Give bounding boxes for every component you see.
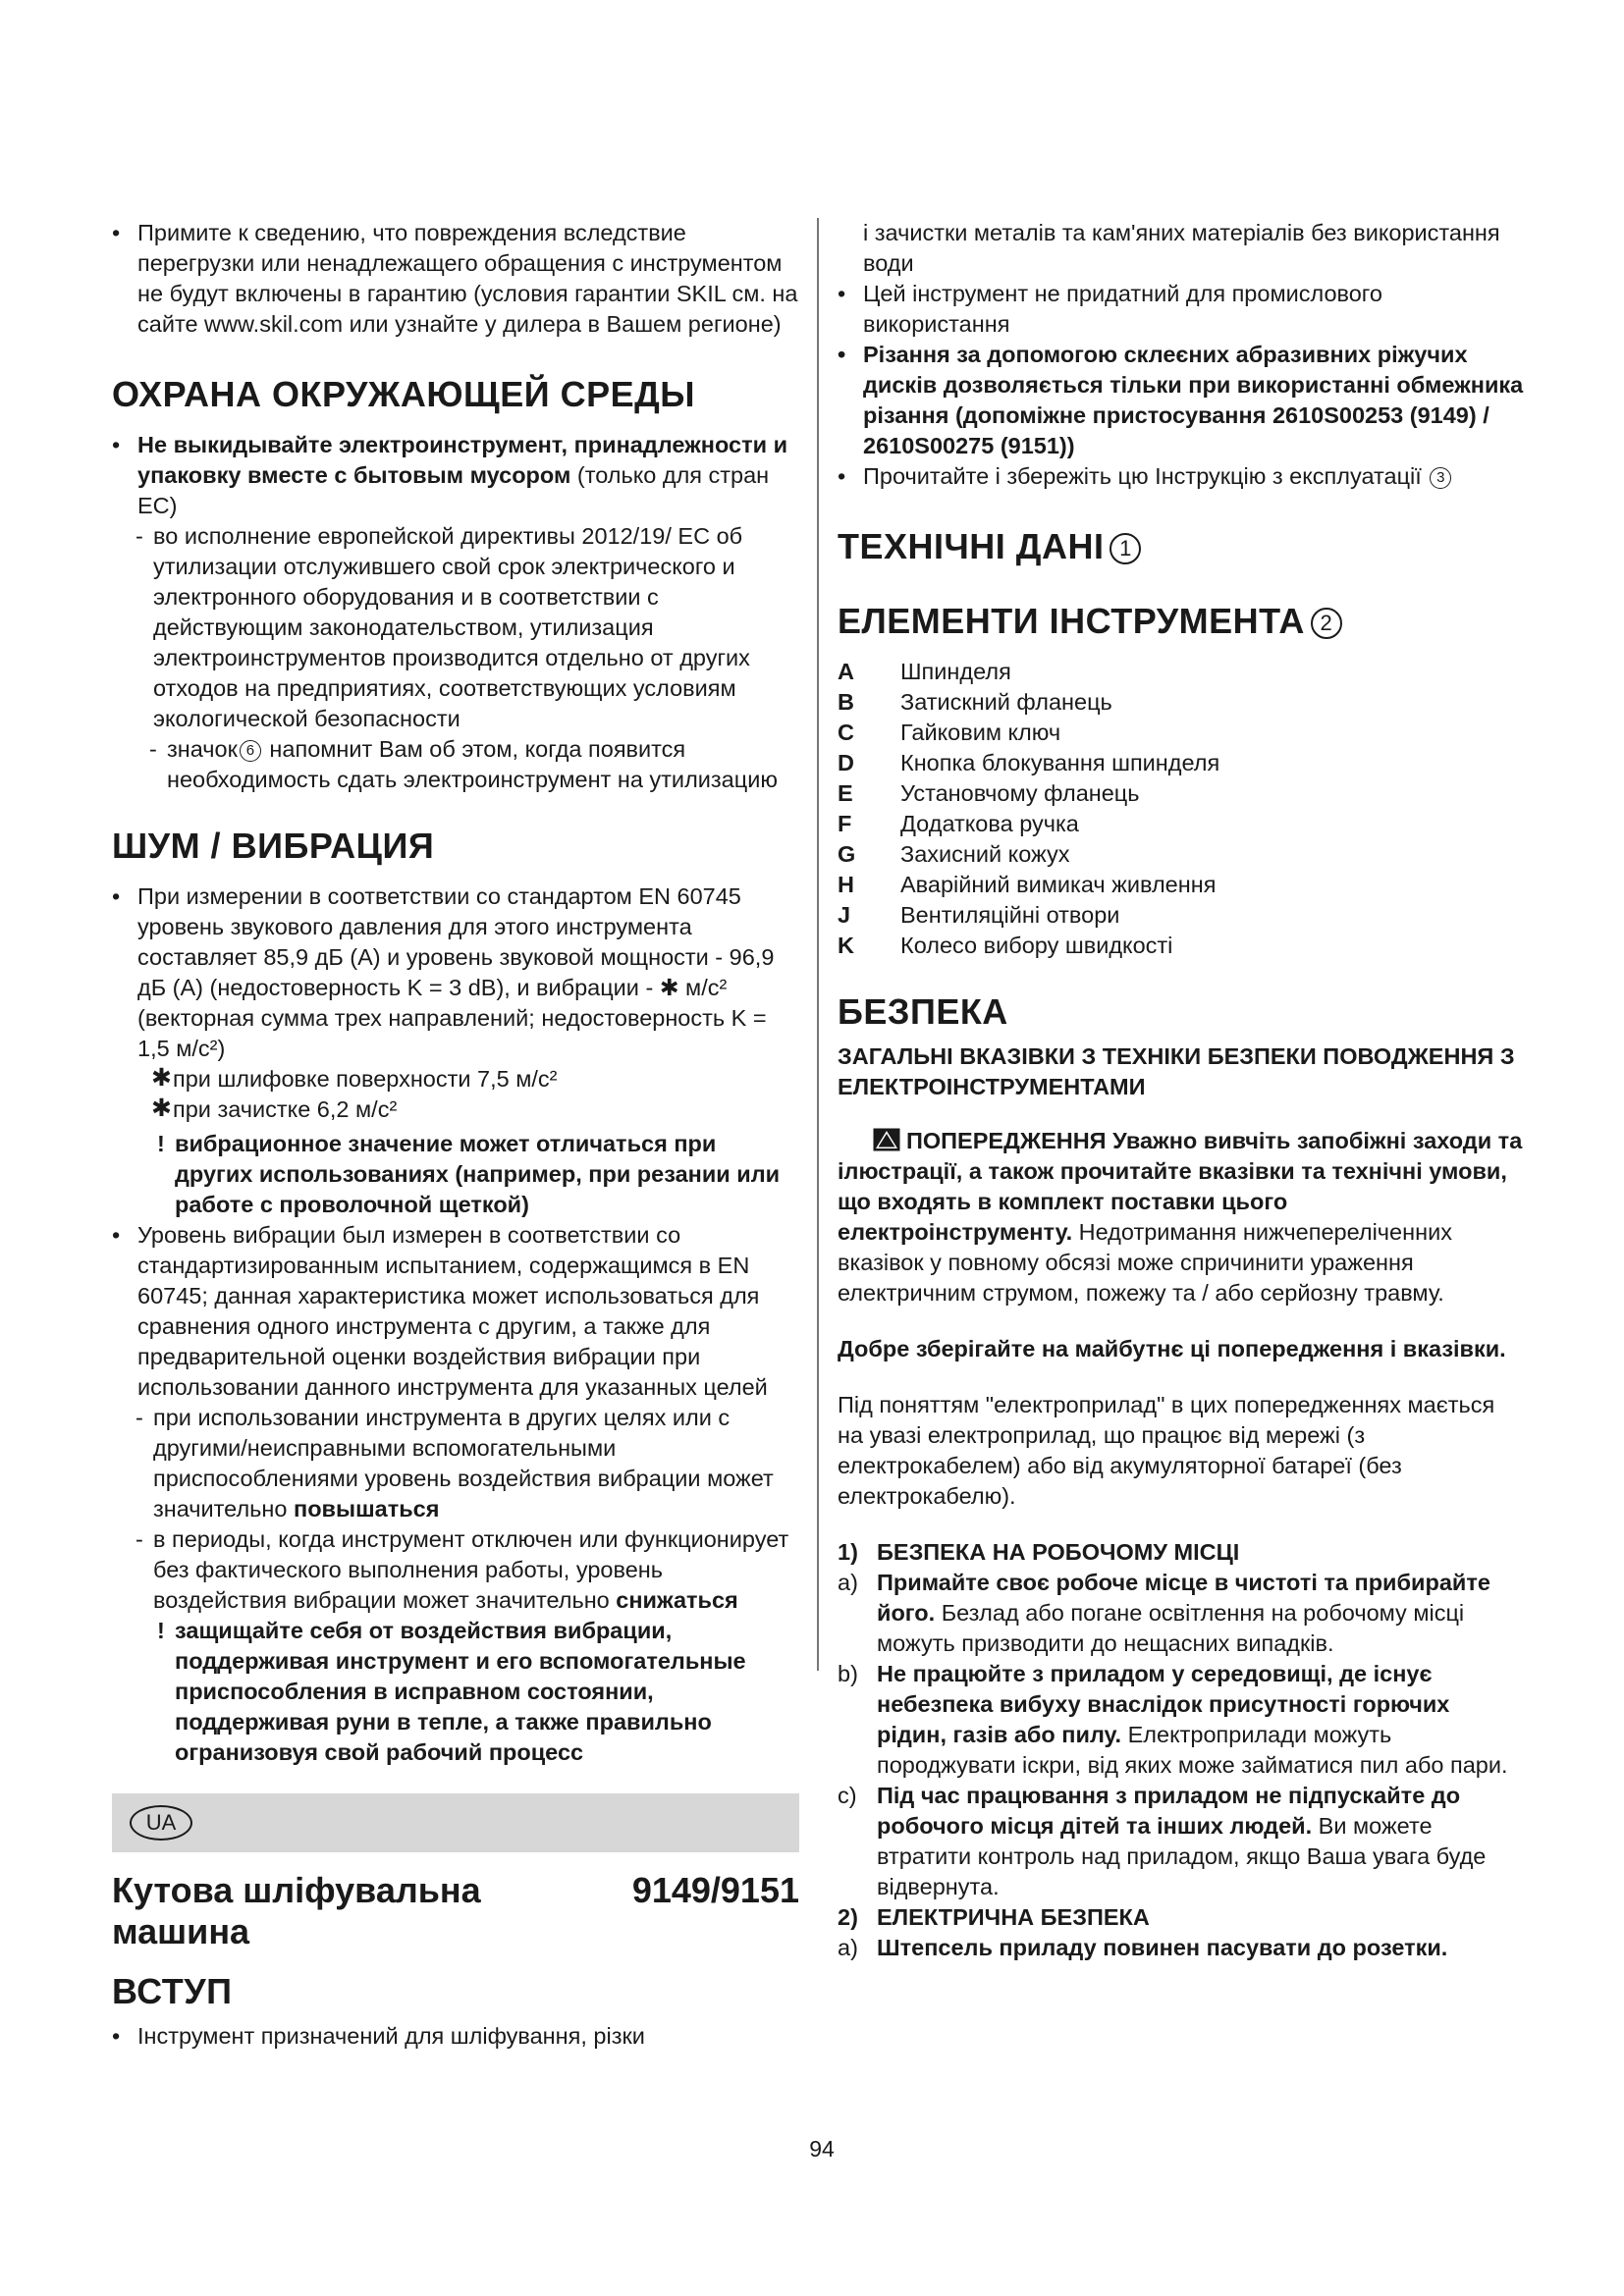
asterisk-icon: ✱ — [151, 1064, 172, 1092]
noise-bullet-measurement: • При измерении в соответствии со стандартом EN 60745 уровень звукового давления для этого инструмента составляет 85,9 дБ (A) и уровень звуковой мощности - 96,9 дБ (A) (недостоверность K = 3 dB), и вибрации - ✱ м/с² (векторная сумма трех направлений; недостоверность K = 1,5 м/с²) — [112, 881, 799, 1064]
list-item — [838, 778, 1525, 809]
item-marker: b) — [838, 1661, 858, 1686]
keep-instructions: Добре зберігайте на майбутнє ці попередження і вказівки. — [838, 1336, 1506, 1362]
warranty-bullet: • Примите к сведению, что повреждения вследствие перегрузки или ненадлежащего обращения с инструментом не будут включены в гарантию (условия гарантии SKIL см. на сайте www.skil.com или узнайте у дилера в Вашем регионе) — [112, 218, 799, 340]
list-item — [838, 809, 1525, 839]
product-name-line1: Кутова шліфувальна — [112, 1870, 481, 1910]
warning-rest-text: Недотримання нижчепереліченних вказівок у повному обсязі може спричинити ураження електричним струмом, пожежу та / або серйозну травму. — [838, 1219, 1452, 1306]
language-badge: UA — [130, 1805, 192, 1841]
element-label: Гайковим ключ — [900, 720, 1061, 745]
noise-protect-text: защищайте себя от воздействия вибрации, поддерживая инструмент и его вспомогательные приспособления в исправном состоянии, поддерживая руни в тепле, а также правильно огранизовуя свой рабочий процесс — [175, 1618, 746, 1765]
noise-star-surface — [112, 1064, 799, 1095]
element-letter: H — [838, 872, 854, 897]
figure-1-icon: 1 — [1110, 533, 1141, 564]
noise-bullet-standard: • Уровень вибрации был измерен в соответствии со стандартизированным испытанием, содержащимся в EN 60745; данная характеристика может использоваться для сравнения одного инструмента с другим, а также для предварительной оценки воздействия вибрации при использовании данного инструмента для указанных целей — [112, 1220, 799, 1403]
environment-bullet-bold: Не выкидывайте электроинструмент, принадлежности и упаковку вместе с бытовым мусором — [137, 432, 788, 488]
warning-triangle-icon — [873, 1128, 900, 1151]
list-item — [838, 657, 1525, 687]
environment-dash-symbol-post: напомнит Вам об этом, когда появится необходимость сдать электроинструмент на утилизацию — [167, 736, 778, 792]
noise-dash-increase-bold: повышаться — [294, 1496, 440, 1522]
section-2-title: ЕЛЕКТРИЧНА БЕЗПЕКА — [877, 1904, 1150, 1930]
element-label: Затискний фланець — [900, 689, 1112, 715]
item-marker: c) — [838, 1783, 857, 1808]
list-item — [838, 718, 1525, 748]
language-bar — [112, 1793, 799, 1852]
list-item — [838, 870, 1525, 900]
environment-dash-symbol-pre: значок — [167, 736, 238, 762]
industrial-use-bullet: • Цей інструмент не придатний для промислового використання — [838, 279, 1525, 340]
section-1-heading — [838, 1537, 1525, 1568]
element-label: Кнопка блокування шпинделя — [900, 750, 1220, 775]
figure-2-icon: 2 — [1311, 608, 1342, 639]
item-1a-rest: Безлад або погане освітлення на робочому місці можуть призводити до нещасних випадків. — [877, 1600, 1465, 1656]
exclamation-icon: ! — [157, 1131, 165, 1156]
item-1b-bold: Не працюйте з приладом у середовищі, де існує небезпека вибуху внаслідок присутності горючих рідин, газів або пилу. — [877, 1661, 1450, 1747]
noise-exclamation-note — [112, 1129, 799, 1220]
exclamation-icon: ! — [157, 1618, 165, 1643]
item-1c — [838, 1781, 1525, 1902]
environment-dash-directive-text: во исполнение европейской директивы 2012/19/ ЕС об утилизации отслужившего свой срок электрического и электронного оборудования и в соответствии с действующим законодательством, утилизация электроинструментов производится отдельно от других отходов на предприятиях, соответствующих условиям экологической безопасности — [153, 523, 750, 731]
noise-protect-note — [112, 1616, 799, 1768]
elements-heading-text: ЕЛЕМЕНТИ ІНСТРУМЕНТА — [838, 601, 1305, 641]
warning-bold-text: ПОПЕРЕДЖЕННЯ Уважно вивчіть запобіжні заходи та ілюстрації, а також прочитайте вказівки та технічні умови, що входять в комплект поставки цього електроінструменту. — [838, 1128, 1523, 1245]
noise-dash-decrease-text: в периоды, когда инструмент отключен или функционирует без фактического выполнения работы, уровень воздействия вибрации может значительно — [153, 1526, 789, 1613]
list-item — [838, 839, 1525, 870]
cutting-bullet: • Різання за допомогою склеєних абразивних ріжучих дисків дозволяється тільки при використанні обмежника різання (допоміжне пристосування 2610S00253 (9149) / 2610S00275 (9151)) — [838, 340, 1525, 461]
section-1-number: 1) — [838, 1539, 858, 1565]
intro-bullet: • Інструмент призначений для шліфування, різки — [112, 2021, 799, 2052]
product-title — [112, 1870, 799, 1952]
asterisk-icon: ✱ — [151, 1095, 172, 1122]
list-item — [838, 900, 1525, 931]
product-number: 9149/9151 — [631, 1870, 799, 1910]
element-letter: D — [838, 750, 854, 775]
noise-star-cleaning — [112, 1095, 799, 1125]
item-marker: a) — [838, 1570, 858, 1595]
product-name-line2: машина — [112, 1911, 250, 1951]
environment-dash-directive: - во исполнение европейской директивы 2012/19/ ЕС об утилизации отслужившего свой срок электрического и электронного оборудования и в соответствии с действующим законодательством, утилизация электроинструментов производится отдельно от других отходов на предприятиях, соответствующих условиям экологической безопасности — [135, 523, 750, 731]
elements-heading — [838, 600, 1525, 643]
noise-dash-increase: - при использовании инструмента в других целях или с другими/неисправными вспомогательными приспособлениями уровень воздействия вибрации может значительно повышаться — [135, 1405, 774, 1522]
item-marker: a) — [838, 1935, 858, 1960]
element-letter: E — [838, 780, 853, 806]
item-1c-bold: Під час працювання з приладом не підпускайте до робочого місця дітей та інших людей. — [877, 1783, 1461, 1839]
element-label: Захисний кожух — [900, 841, 1070, 867]
tech-data-heading-text: ТЕХНІЧНІ ДАНІ — [838, 526, 1105, 566]
symbol-3-icon: 3 — [1430, 467, 1451, 489]
element-letter: B — [838, 689, 854, 715]
element-label: Додаткова ручка — [900, 811, 1079, 836]
environment-dash-symbol: - значок 6 напомнит Вам об этом, когда появится необходимость сдать электроинструмент на утилизацию — [149, 736, 778, 792]
environment-heading: ОХРАНА ОКРУЖАЮЩЕЙ СРЕДЫ — [112, 374, 696, 414]
noise-star-cleaning-text: при зачистке 6,2 м/с² — [173, 1096, 398, 1122]
noise-dash-increase-text: при использовании инструмента в других целях или с другими/неисправными вспомогательными приспособлениями уровень воздействия вибрации может значительно — [153, 1405, 774, 1522]
noise-dash-decrease-bold: снижаться — [616, 1587, 738, 1613]
element-letter: K — [838, 933, 854, 958]
section-1-title: БЕЗПЕКА НА РОБОЧОМУ МІСЦІ — [877, 1539, 1240, 1565]
list-item — [838, 931, 1525, 961]
page-number: 94 — [809, 2136, 835, 2162]
tech-data-heading — [838, 525, 1525, 568]
environment-bullet — [112, 430, 799, 521]
list-item — [838, 687, 1525, 718]
item-1c-rest: Ви можете втратити контроль над приладом, якщо Ваша увага буде відвернута. — [877, 1813, 1487, 1899]
element-label: Аварійний вимикач живлення — [900, 872, 1217, 897]
element-label: Вентиляційні отвори — [900, 902, 1120, 928]
safety-subheading: ЗАГАЛЬНІ ВКАЗІВКИ З ТЕХНІКИ БЕЗПЕКИ ПОВОДЖЕННЯ З ЕЛЕКТРОІНСТРУМЕНТАМИ — [838, 1043, 1515, 1099]
left-column — [112, 218, 799, 2052]
element-letter: G — [838, 841, 856, 867]
warning-paragraph — [838, 1126, 1525, 1308]
intro-continuation: і зачистки металів та кам'яних матеріалів без використання води — [863, 220, 1500, 276]
list-item — [838, 748, 1525, 778]
read-manual-text: Прочитайте і збережіть цю Інструкцію з експлуатації — [863, 463, 1422, 489]
elements-list — [838, 657, 1525, 961]
definition-paragraph: Під поняттям "електроприлад" в цих попередженнях мається на увазі електроприлад, що працює від мережі (з електрокабелем) або від акумуляторної батареї (без електрокабелю). — [838, 1392, 1495, 1509]
element-letter: C — [838, 720, 854, 745]
section-2-number: 2) — [838, 1904, 858, 1930]
environment-bullet-note: (только для стран ЕС) — [137, 462, 770, 518]
item-2a — [838, 1933, 1525, 1963]
item-1a-bold: Примайте своє робоче місце в чистоті та прибирайте його. — [877, 1570, 1490, 1626]
element-letter: A — [838, 659, 854, 684]
element-label: Установчому фланець — [900, 780, 1140, 806]
item-1a — [838, 1568, 1525, 1659]
right-column — [838, 218, 1525, 1963]
element-label: Шпинделя — [900, 659, 1011, 684]
read-manual-bullet — [838, 461, 1525, 492]
item-1b — [838, 1659, 1525, 1781]
noise-heading: ШУМ / ВИБРАЦИЯ — [112, 826, 435, 866]
symbol-6-icon: 6 — [240, 740, 261, 762]
item-2a-bold: Штепсель приладу повинен пасувати до розетки. — [877, 1935, 1448, 1960]
item-1b-rest: Електроприлади можуть породжувати іскри, від яких може займатися пил або пари. — [877, 1722, 1508, 1778]
safety-heading: БЕЗПЕКА — [838, 991, 1008, 1032]
element-letter: F — [838, 811, 852, 836]
element-label: Колесо вибору швидкості — [900, 933, 1173, 958]
column-divider — [817, 218, 819, 1671]
section-2-heading — [838, 1902, 1525, 1933]
noise-dash-decrease: - в периоды, когда инструмент отключен или функционирует без фактического выполнения работы, уровень воздействия вибрации может значительно снижаться — [135, 1526, 789, 1613]
intro-heading: ВСТУП — [112, 1971, 233, 2011]
element-letter: J — [838, 902, 851, 928]
noise-star-surface-text: при шлифовке поверхности 7,5 м/с² — [173, 1066, 558, 1092]
noise-exclamation-text: вибрационное значение может отличаться при других использованиях (например, при резании или работе с проволочной щеткой) — [175, 1131, 781, 1217]
